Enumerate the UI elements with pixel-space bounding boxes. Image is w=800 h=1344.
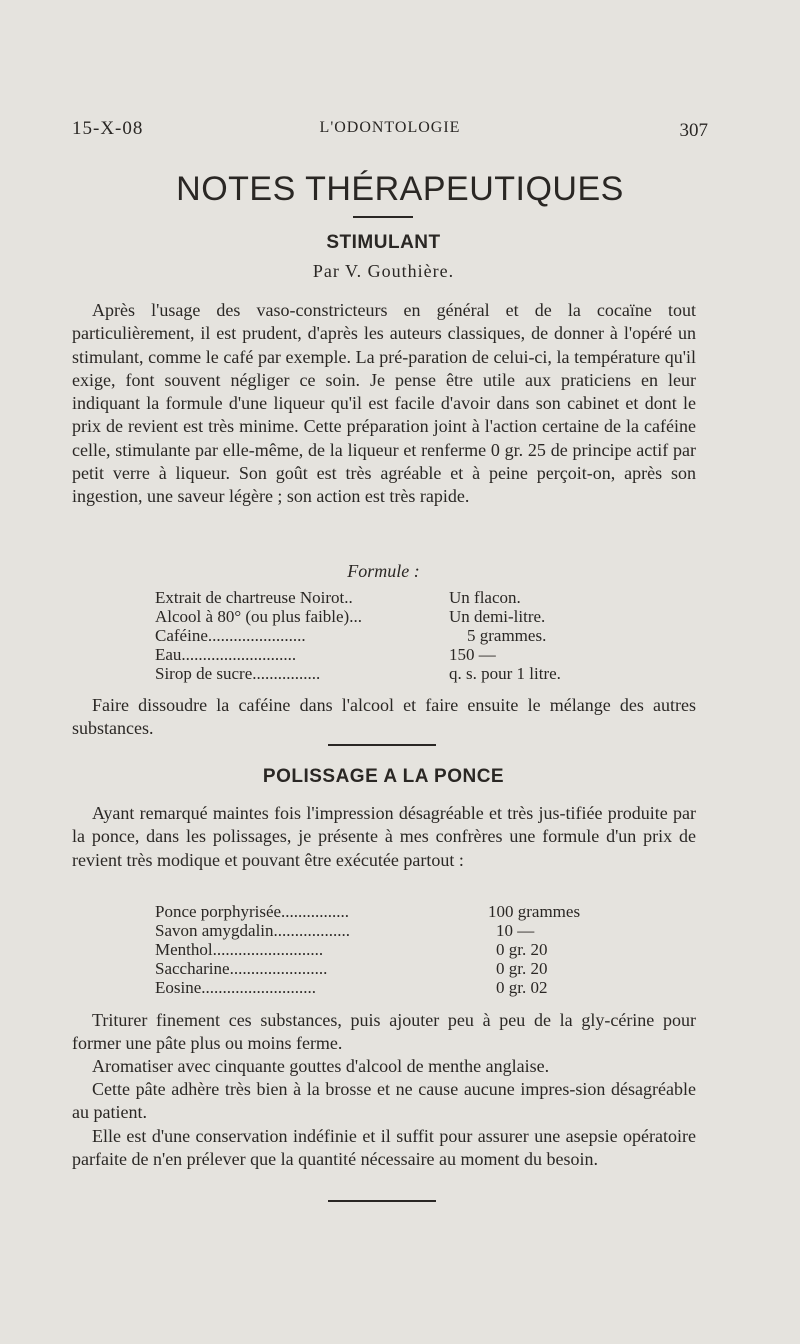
journal-title: L'ODONTOLOGIE [319, 119, 461, 136]
main-title: NOTES THÉRAPEUTIQUES [176, 170, 624, 208]
polissage-p1: Triturer finement ces substances, puis ajouter peu à peu de la gly-cérine pour former une pâte plus ou moins ferme. [72, 1010, 696, 1054]
polissage-formula [155, 902, 581, 997]
end-divider [328, 1200, 436, 1202]
polissage-p3: Cette pâte adhère très bien à la brosse et ne cause aucune impres-sion désagréable au patient. [72, 1079, 696, 1123]
formula-row: Alcool à 80° (ou plus faible)... Un demi-litre. [155, 607, 546, 626]
section-title-stimulant: STIMULANT [326, 232, 441, 253]
formula-row: Savon amygdalin.................. 10 — [155, 921, 535, 940]
formula-row: Ponce porphyrisée................ 100 grammes [155, 902, 581, 921]
section-title-polissage: POLISSAGE A LA PONCE [262, 766, 505, 787]
section-divider [328, 744, 436, 746]
formula-row: Caféine....................... 5 grammes. [155, 626, 547, 645]
title-divider [353, 216, 413, 218]
issue-date: 15-X-08 [72, 118, 144, 139]
formula-label: Formule : [347, 561, 420, 581]
page-number: 307 [679, 120, 708, 141]
formula-row: Eosine........................... 0 gr. 02 [155, 978, 548, 997]
author-byline: Par V. Gouthière. [312, 261, 455, 281]
formula-row: Saccharine....................... 0 gr. 20 [155, 959, 548, 978]
formula-row: Eau........................... 150 — [155, 645, 496, 664]
stimulant-instructions: Faire dissoudre la caféine dans l'alcool et faire ensuite le mélange des autres substances. [72, 695, 696, 739]
running-header [72, 118, 708, 144]
polissage-p2: Aromatiser avec cinquante gouttes d'alcool de menthe anglaise. [92, 1056, 550, 1076]
stimulant-paragraph: Après l'usage des vaso-constricteurs en général et de la cocaïne tout particulièrement, il est prudent, d'après les auteurs classiques, de donner à l'opéré un stimulant, comme le café par exemple. La pré-paration de celui-ci, la température qu'il exige, font souvent négliger ce soin. Je pense être utile aux praticiens en leur indiquant la formule d'une liqueur qu'il est facile d'avoir dans son cabinet et dont le prix de revient est très minime. Cette préparation joint à l'action certaine de la caféine celle, stimulante par elle-même, de la liqueur et renferme 0 gr. 25 de principe actif par petit verre à liqueur. Son goût est très agréable et à peine perçoit-on, après son ingestion, une saveur légère ; son action est très rapide. [72, 300, 696, 507]
formula-row: Sirop de sucre................ q. s. pour 1 litre. [155, 664, 561, 683]
formula-row: Extrait de chartreuse Noirot.. Un flacon. [155, 588, 521, 607]
polissage-intro: Ayant remarqué maintes fois l'impression désagréable et très jus-tifiée produite par la ponce, dans les polissages, je présente à mes confrères une formule d'un prix de revient très modique et pouvant être exécutée partout : [72, 803, 696, 870]
polissage-p4: Elle est d'une conservation indéfinie et il suffit pour assurer une asepsie opératoire parfaite de n'en prélever que la quantité nécessaire au moment du besoin. [72, 1126, 696, 1170]
stimulant-formula [155, 588, 561, 683]
formula-row: Menthol.......................... 0 gr. 20 [155, 940, 548, 959]
